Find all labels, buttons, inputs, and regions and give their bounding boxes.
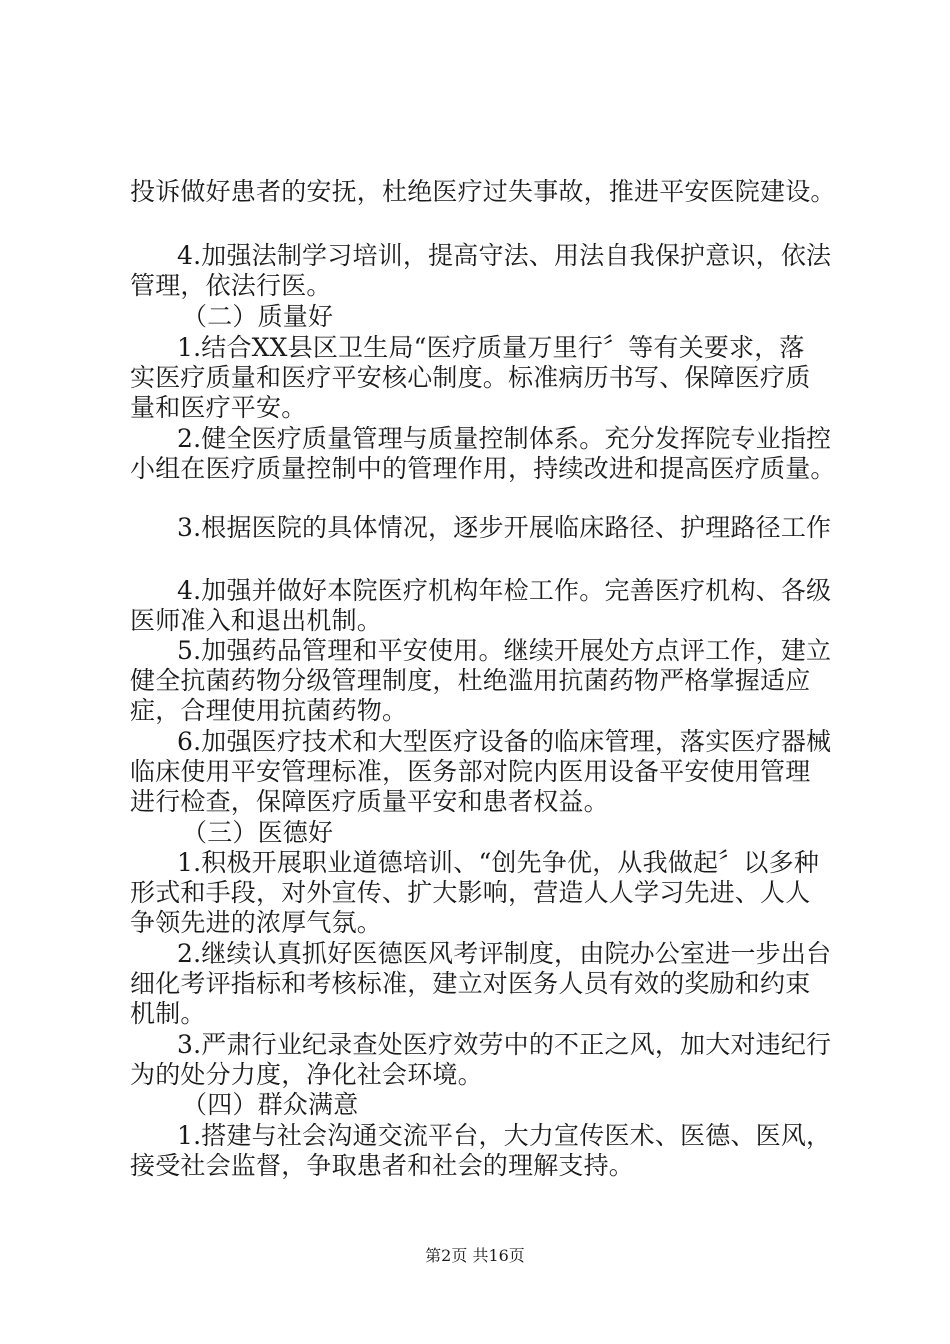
body-line: 1.结合XX县区卫生局“医疗质量万里行〞等有关要求，落 [177, 333, 805, 362]
body-line: 3.严肃行业纪录查处医疗效劳中的不正之风，加大对违纪行 [177, 1030, 832, 1059]
body-line: 管理，依法行医。 [130, 271, 332, 300]
body-line: 6.加强医疗技术和大型医疗设备的临床管理，落实医疗器械 [177, 727, 832, 756]
body-line: 健全抗菌药物分级管理制度，杜绝滥用抗菌药物严格掌握适应 [130, 666, 811, 695]
body-line: 细化考评指标和考核标准，建立对医务人员有效的奖励和约束 [130, 969, 811, 998]
body-line: 接受社会监督，争取患者和社会的理解支持。 [130, 1151, 635, 1180]
body-line: 进行检查，保障医疗质量平安和患者权益。 [130, 787, 609, 816]
body-line: 症，合理使用抗菌药物。 [130, 696, 408, 725]
body-line: 2.健全医疗质量管理与质量控制体系。充分发挥院专业指控 [177, 424, 832, 453]
body-line: 3.根据医院的具体情况，逐步开展临床路径、护理路径工作 [177, 513, 832, 542]
body-line: 争领先进的浓厚气氛。 [130, 908, 383, 937]
body-line: 投诉做好患者的安抚，杜绝医疗过失事故，推进平安医院建设。 [130, 177, 836, 206]
body-line: 小组在医疗质量控制中的管理作用，持续改进和提高医疗质量。 [130, 454, 836, 483]
body-line: 为的处分力度，净化社会环境。 [130, 1060, 483, 1089]
body-line: 实医疗质量和医疗平安核心制度。标准病历书写、保障医疗质 [130, 363, 811, 392]
body-line: 4.加强法制学习培训，提高守法、用法自我保护意识，依法 [177, 241, 832, 270]
section-heading: （二）质量好 [182, 302, 334, 331]
body-line: 5.加强药品管理和平安使用。继续开展处方点评工作，建立 [177, 636, 832, 665]
body-line: 量和医疗平安。 [130, 393, 307, 422]
body-line: 2.继续认真抓好医德医风考评制度，由院办公室进一步出台 [177, 939, 832, 968]
section-heading: （四）群众满意 [182, 1090, 359, 1119]
body-line: 形式和手段，对外宣传、扩大影响，营造人人学习先进、人人 [130, 878, 811, 907]
body-line: 1.积极开展职业道德培训、“创先争优，从我做起〞以多种 [177, 848, 820, 877]
body-line: 1.搭建与社会沟通交流平台，大力宣传医术、医德、医风， [177, 1121, 832, 1150]
body-line: 临床使用平安管理标准，医务部对院内医用设备平安使用管理 [130, 757, 811, 786]
body-line: 机制。 [130, 999, 206, 1028]
body-line: 4.加强并做好本院医疗机构年检工作。完善医疗机构、各级 [177, 576, 832, 605]
section-heading: （三）医德好 [182, 818, 334, 847]
body-line: 医师准入和退出机制。 [130, 606, 383, 635]
page-number-footer: 第2页 共16页 [425, 1246, 525, 1265]
